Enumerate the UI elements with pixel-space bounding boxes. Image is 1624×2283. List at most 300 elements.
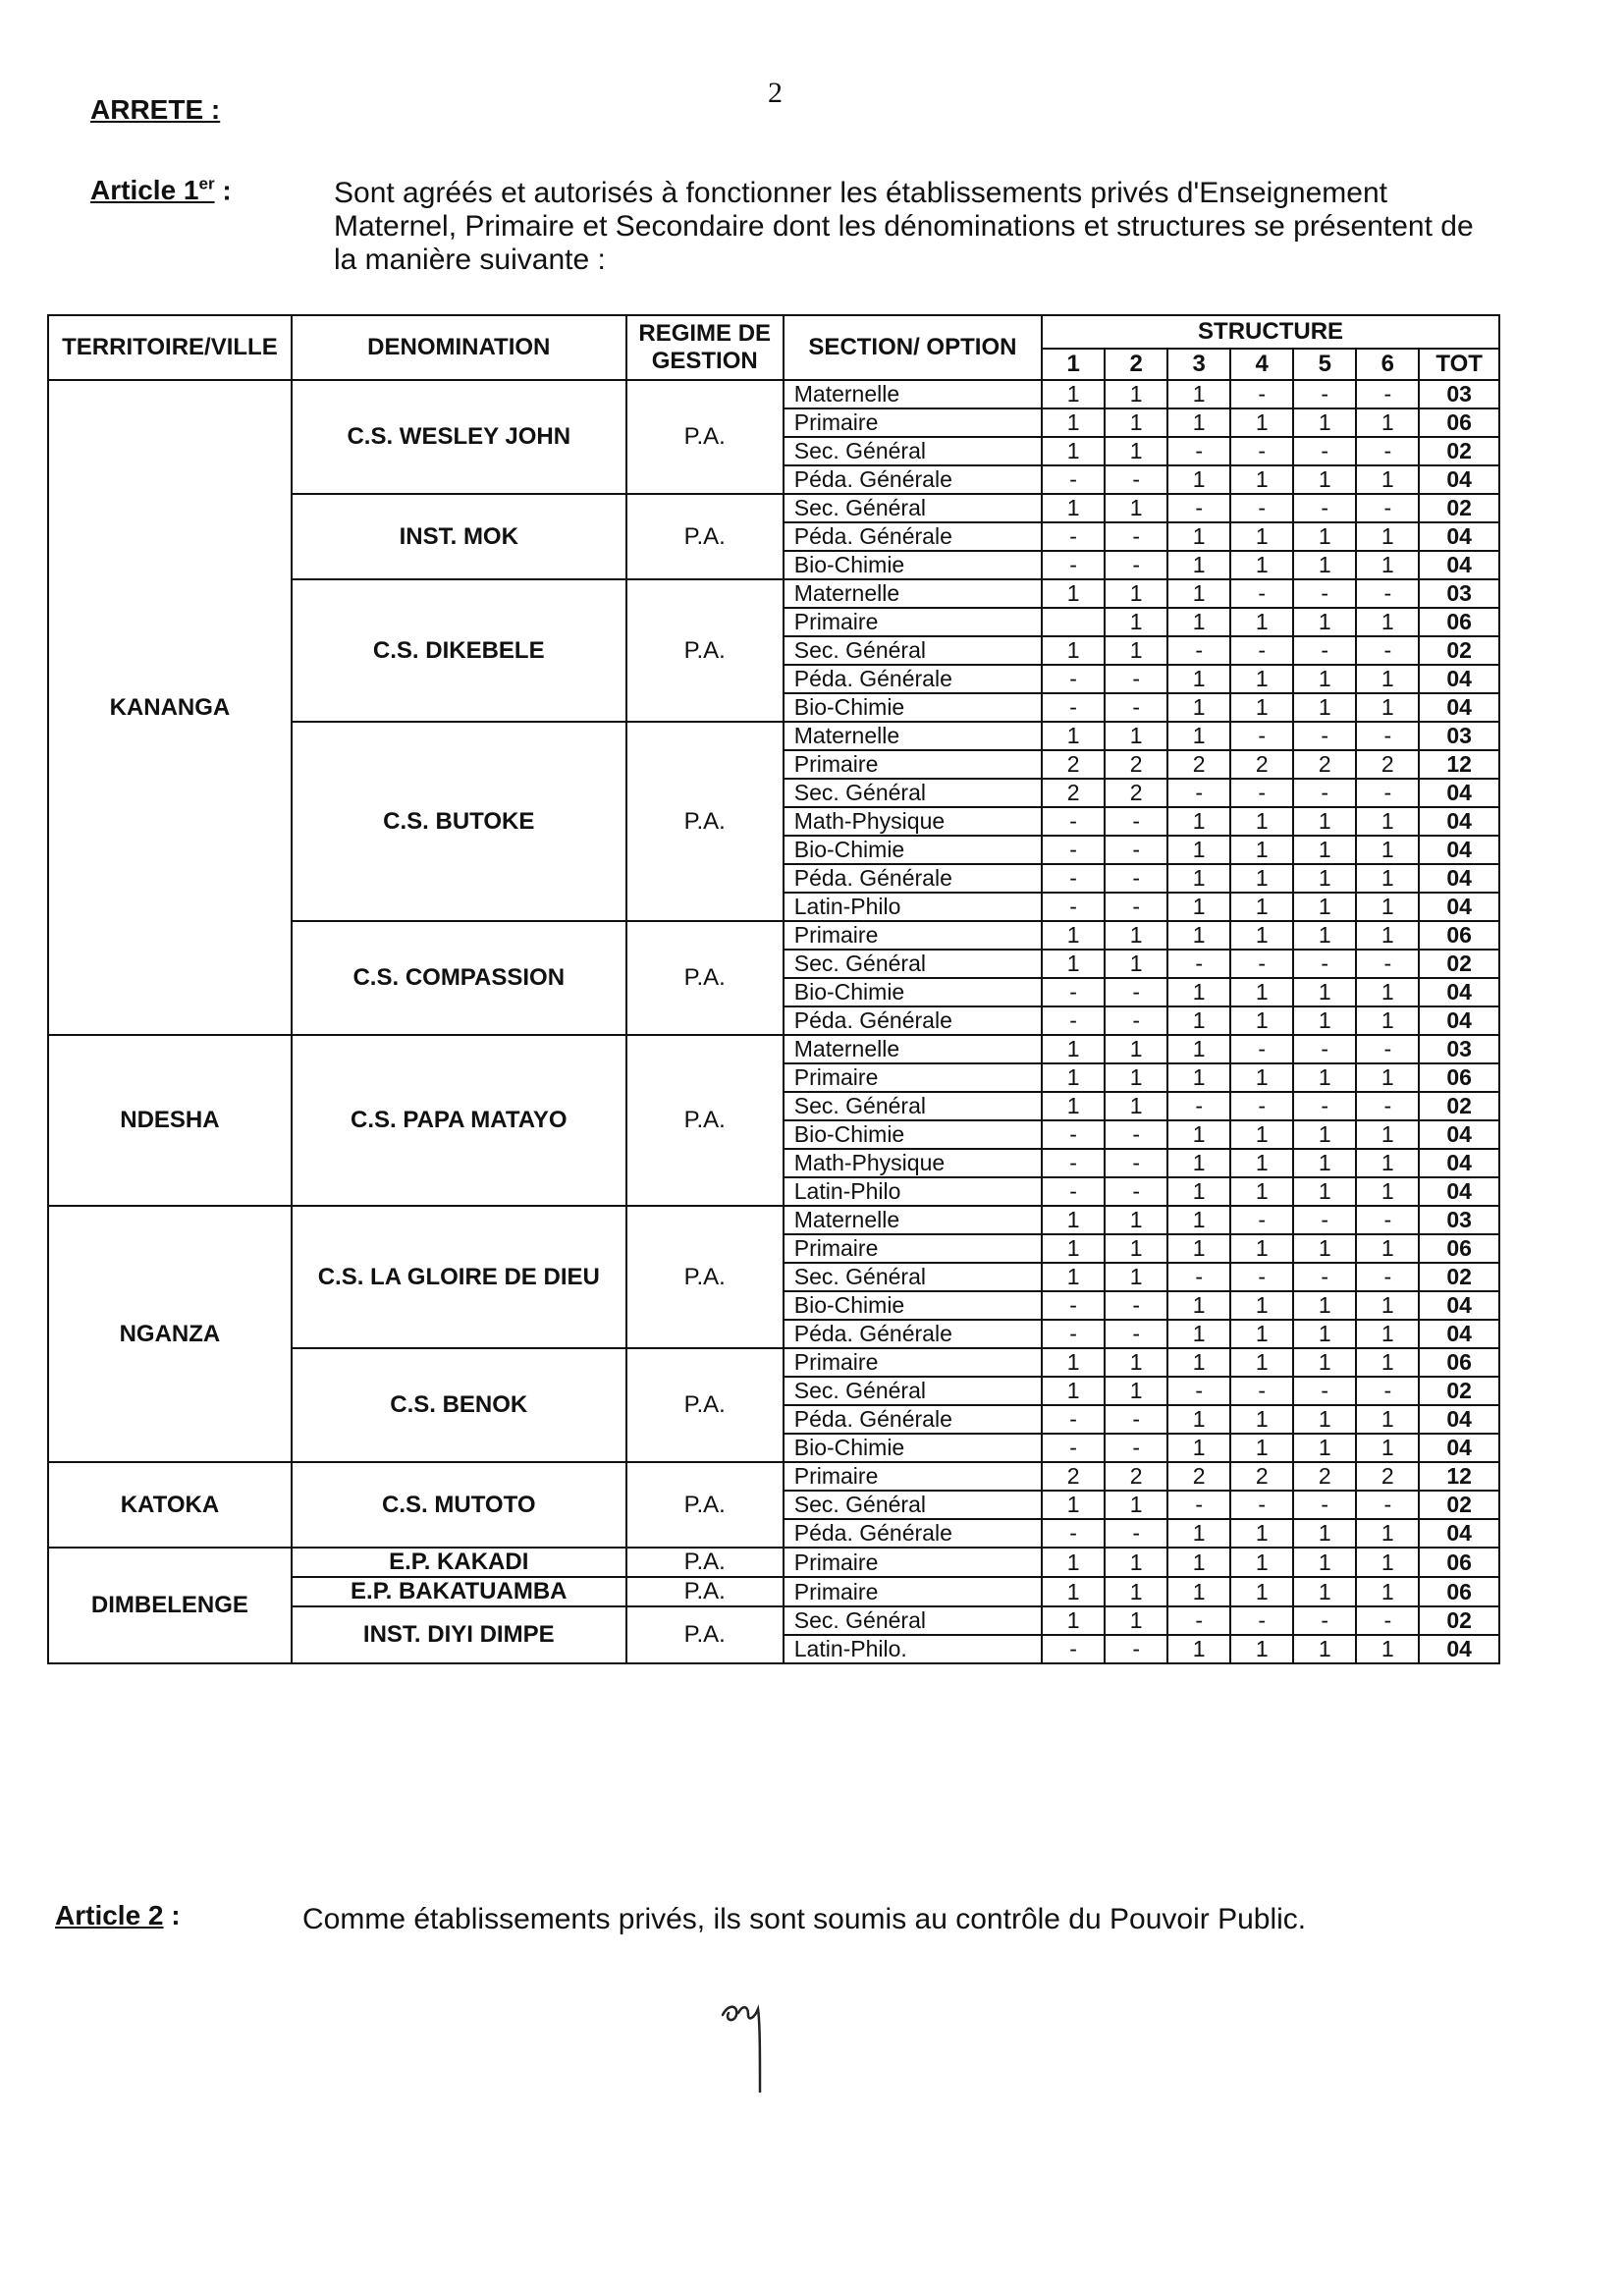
school-name-cell: C.S. BUTOKE: [292, 722, 626, 921]
structure-level-5-cell: -: [1293, 437, 1356, 465]
structure-level-6-cell: -: [1356, 722, 1419, 750]
structure-level-4-cell: 2: [1230, 1462, 1293, 1491]
header-level-6: 6: [1356, 349, 1419, 380]
structure-level-6-cell: 1: [1356, 1434, 1419, 1462]
structure-level-4-cell: 1: [1230, 1063, 1293, 1092]
structure-level-1-cell: 1: [1042, 437, 1105, 465]
structure-level-5-cell: 1: [1293, 921, 1356, 950]
section-cell: Péda. Générale: [784, 1405, 1042, 1434]
section-cell: Maternelle: [784, 1035, 1042, 1063]
structure-level-2-cell: 1: [1105, 1234, 1167, 1263]
structure-level-2-cell: -: [1105, 693, 1167, 722]
structure-total-cell: 04: [1419, 1006, 1499, 1035]
structure-level-1-cell: 1: [1042, 1063, 1105, 1092]
section-cell: Bio-Chimie: [784, 978, 1042, 1006]
structure-level-5-cell: 1: [1293, 522, 1356, 551]
article1-label-sup: er: [198, 175, 215, 193]
school-name-cell: C.S. WESLEY JOHN: [292, 380, 626, 494]
structure-level-6-cell: 1: [1356, 1149, 1419, 1177]
structure-level-5-cell: 1: [1293, 1635, 1356, 1663]
signature-initials-icon: [715, 1993, 784, 2101]
territory-cell: NGANZA: [48, 1206, 292, 1462]
structure-level-3-cell: 1: [1167, 579, 1230, 608]
structure-total-cell: 02: [1419, 1377, 1499, 1405]
structure-level-2-cell: -: [1105, 1320, 1167, 1348]
structure-level-4-cell: 1: [1230, 1149, 1293, 1177]
structure-level-2-cell: -: [1105, 1405, 1167, 1434]
structure-level-2-cell: 1: [1105, 579, 1167, 608]
structure-level-5-cell: -: [1293, 579, 1356, 608]
structure-level-1-cell: 1: [1042, 1348, 1105, 1377]
structure-total-cell: 02: [1419, 636, 1499, 665]
schools-table: [47, 314, 1500, 1664]
structure-level-6-cell: -: [1356, 950, 1419, 978]
structure-level-3-cell: 1: [1167, 921, 1230, 950]
structure-level-2-cell: 1: [1105, 380, 1167, 408]
header-level-5: 5: [1293, 349, 1356, 380]
school-name-cell: INST. MOK: [292, 494, 626, 579]
structure-level-5-cell: 1: [1293, 1149, 1356, 1177]
structure-level-4-cell: 1: [1230, 1177, 1293, 1206]
structure-level-4-cell: -: [1230, 722, 1293, 750]
structure-level-1-cell: 2: [1042, 750, 1105, 779]
section-cell: Bio-Chimie: [784, 836, 1042, 864]
structure-total-cell: 04: [1419, 551, 1499, 579]
structure-level-5-cell: -: [1293, 636, 1356, 665]
regime-cell: P.A.: [626, 1548, 784, 1577]
structure-level-2-cell: -: [1105, 978, 1167, 1006]
structure-level-6-cell: 1: [1356, 408, 1419, 437]
structure-level-5-cell: 2: [1293, 1462, 1356, 1491]
section-cell: Primaire: [784, 921, 1042, 950]
section-cell: Latin-Philo: [784, 1177, 1042, 1206]
structure-level-2-cell: -: [1105, 1291, 1167, 1320]
structure-level-4-cell: 1: [1230, 408, 1293, 437]
table-row: [48, 1548, 1499, 1577]
structure-level-5-cell: 1: [1293, 807, 1356, 836]
structure-level-1-cell: 1: [1042, 722, 1105, 750]
section-cell: Péda. Générale: [784, 1519, 1042, 1548]
structure-total-cell: 04: [1419, 1320, 1499, 1348]
structure-level-4-cell: 1: [1230, 522, 1293, 551]
structure-level-2-cell: 1: [1105, 1577, 1167, 1606]
structure-level-5-cell: 1: [1293, 1519, 1356, 1548]
structure-level-5-cell: 1: [1293, 1291, 1356, 1320]
structure-level-6-cell: -: [1356, 1606, 1419, 1635]
structure-total-cell: 06: [1419, 1348, 1499, 1377]
structure-level-1-cell: 1: [1042, 636, 1105, 665]
structure-level-2-cell: -: [1105, 522, 1167, 551]
structure-level-3-cell: 1: [1167, 1434, 1230, 1462]
structure-level-4-cell: 1: [1230, 1519, 1293, 1548]
section-cell: Math-Physique: [784, 1149, 1042, 1177]
structure-level-1-cell: 1: [1042, 1234, 1105, 1263]
structure-total-cell: 04: [1419, 1120, 1499, 1149]
school-name-cell: INST. DIYI DIMPE: [292, 1606, 626, 1663]
regime-cell: P.A.: [626, 1035, 784, 1206]
structure-level-5-cell: -: [1293, 1092, 1356, 1120]
school-name-cell: E.P. KAKADI: [292, 1548, 626, 1577]
structure-level-1-cell: 1: [1042, 921, 1105, 950]
structure-level-1-cell: -: [1042, 893, 1105, 921]
structure-level-2-cell: -: [1105, 1006, 1167, 1035]
section-cell: Péda. Générale: [784, 465, 1042, 494]
structure-level-3-cell: 1: [1167, 836, 1230, 864]
structure-level-1-cell: 1: [1042, 1548, 1105, 1577]
regime-cell: P.A.: [626, 380, 784, 494]
school-name-cell: C.S. PAPA MATAYO: [292, 1035, 626, 1206]
structure-total-cell: 02: [1419, 1491, 1499, 1519]
structure-level-2-cell: 1: [1105, 1548, 1167, 1577]
section-cell: Péda. Générale: [784, 665, 1042, 693]
structure-level-6-cell: 1: [1356, 1006, 1419, 1035]
structure-level-1-cell: -: [1042, 1405, 1105, 1434]
structure-level-3-cell: 1: [1167, 522, 1230, 551]
structure-level-5-cell: 1: [1293, 893, 1356, 921]
article2-label-text: Article 2: [55, 1900, 164, 1930]
structure-level-2-cell: 1: [1105, 1377, 1167, 1405]
regime-cell: P.A.: [626, 921, 784, 1035]
structure-level-5-cell: 1: [1293, 1577, 1356, 1606]
structure-level-4-cell: 1: [1230, 1291, 1293, 1320]
article1-label: [90, 175, 232, 206]
structure-level-4-cell: 2: [1230, 750, 1293, 779]
structure-total-cell: 02: [1419, 494, 1499, 522]
structure-level-5-cell: 1: [1293, 1434, 1356, 1462]
structure-total-cell: 02: [1419, 1606, 1499, 1635]
structure-level-3-cell: 1: [1167, 1006, 1230, 1035]
structure-level-5-cell: -: [1293, 1035, 1356, 1063]
structure-level-1-cell: -: [1042, 1635, 1105, 1663]
structure-level-3-cell: -: [1167, 950, 1230, 978]
structure-level-6-cell: -: [1356, 1092, 1419, 1120]
header-structure: STRUCTURE: [1042, 315, 1499, 349]
regime-cell: P.A.: [626, 1606, 784, 1663]
structure-level-6-cell: 1: [1356, 1063, 1419, 1092]
structure-level-1-cell: -: [1042, 465, 1105, 494]
structure-total-cell: 04: [1419, 465, 1499, 494]
structure-level-6-cell: 1: [1356, 807, 1419, 836]
structure-level-4-cell: -: [1230, 1377, 1293, 1405]
structure-level-3-cell: -: [1167, 636, 1230, 665]
section-cell: Sec. Général: [784, 1377, 1042, 1405]
structure-level-1-cell: -: [1042, 1320, 1105, 1348]
structure-level-2-cell: -: [1105, 1434, 1167, 1462]
school-name-cell: C.S. BENOK: [292, 1348, 626, 1462]
structure-total-cell: 12: [1419, 750, 1499, 779]
structure-level-3-cell: 1: [1167, 408, 1230, 437]
structure-level-1-cell: -: [1042, 1291, 1105, 1320]
section-cell: Maternelle: [784, 380, 1042, 408]
structure-level-2-cell: 1: [1105, 950, 1167, 978]
page-number: 2: [768, 77, 783, 109]
header-level-tot: TOT: [1419, 349, 1499, 380]
structure-level-4-cell: 1: [1230, 836, 1293, 864]
structure-level-6-cell: -: [1356, 494, 1419, 522]
structure-level-1-cell: -: [1042, 1434, 1105, 1462]
structure-total-cell: 04: [1419, 836, 1499, 864]
structure-level-3-cell: -: [1167, 1263, 1230, 1291]
structure-total-cell: 03: [1419, 579, 1499, 608]
structure-level-5-cell: 1: [1293, 665, 1356, 693]
structure-level-5-cell: 1: [1293, 551, 1356, 579]
structure-level-6-cell: 1: [1356, 693, 1419, 722]
structure-level-2-cell: -: [1105, 893, 1167, 921]
structure-level-1-cell: -: [1042, 551, 1105, 579]
structure-level-2-cell: 1: [1105, 1348, 1167, 1377]
section-cell: Bio-Chimie: [784, 1120, 1042, 1149]
structure-level-5-cell: -: [1293, 722, 1356, 750]
structure-level-3-cell: 1: [1167, 1063, 1230, 1092]
structure-level-3-cell: 1: [1167, 693, 1230, 722]
structure-level-4-cell: 1: [1230, 1006, 1293, 1035]
structure-level-2-cell: 2: [1105, 1462, 1167, 1491]
structure-level-6-cell: -: [1356, 1206, 1419, 1234]
structure-level-3-cell: 2: [1167, 750, 1230, 779]
structure-level-4-cell: 1: [1230, 807, 1293, 836]
structure-level-1-cell: -: [1042, 1006, 1105, 1035]
structure-level-2-cell: -: [1105, 864, 1167, 893]
structure-level-1-cell: -: [1042, 1177, 1105, 1206]
structure-total-cell: 04: [1419, 807, 1499, 836]
structure-level-3-cell: 1: [1167, 1548, 1230, 1577]
structure-level-5-cell: 1: [1293, 693, 1356, 722]
section-cell: Primaire: [784, 1348, 1042, 1377]
structure-level-3-cell: 1: [1167, 1177, 1230, 1206]
section-cell: Primaire: [784, 1577, 1042, 1606]
school-name-cell: C.S. LA GLOIRE DE DIEU: [292, 1206, 626, 1348]
structure-level-6-cell: 2: [1356, 1462, 1419, 1491]
structure-level-5-cell: 1: [1293, 465, 1356, 494]
structure-level-2-cell: -: [1105, 1177, 1167, 1206]
structure-level-5-cell: 2: [1293, 750, 1356, 779]
structure-total-cell: 02: [1419, 437, 1499, 465]
structure-level-4-cell: 1: [1230, 608, 1293, 636]
structure-total-cell: 02: [1419, 1092, 1499, 1120]
structure-level-3-cell: 1: [1167, 722, 1230, 750]
territory-cell: NDESHA: [48, 1035, 292, 1206]
structure-total-cell: 06: [1419, 1063, 1499, 1092]
structure-total-cell: 06: [1419, 1577, 1499, 1606]
structure-level-4-cell: -: [1230, 1263, 1293, 1291]
section-cell: Bio-Chimie: [784, 1434, 1042, 1462]
structure-level-4-cell: -: [1230, 1606, 1293, 1635]
structure-level-3-cell: -: [1167, 437, 1230, 465]
structure-level-6-cell: 1: [1356, 522, 1419, 551]
structure-level-4-cell: -: [1230, 1491, 1293, 1519]
structure-level-3-cell: 1: [1167, 608, 1230, 636]
header-level-3: 3: [1167, 349, 1230, 380]
header-regime: REGIME DE GESTION: [626, 315, 784, 380]
structure-level-2-cell: -: [1105, 1120, 1167, 1149]
section-cell: Latin-Philo: [784, 893, 1042, 921]
regime-cell: P.A.: [626, 722, 784, 921]
structure-level-4-cell: -: [1230, 579, 1293, 608]
structure-total-cell: 04: [1419, 864, 1499, 893]
section-cell: Bio-Chimie: [784, 693, 1042, 722]
structure-level-1-cell: 1: [1042, 1092, 1105, 1120]
structure-level-6-cell: 1: [1356, 551, 1419, 579]
structure-total-cell: 02: [1419, 1263, 1499, 1291]
section-cell: Math-Physique: [784, 807, 1042, 836]
section-cell: Péda. Générale: [784, 1006, 1042, 1035]
structure-level-6-cell: 1: [1356, 893, 1419, 921]
structure-level-4-cell: 1: [1230, 1234, 1293, 1263]
structure-level-1-cell: -: [1042, 665, 1105, 693]
structure-level-1-cell: 1: [1042, 579, 1105, 608]
territory-cell: DIMBELENGE: [48, 1548, 292, 1663]
structure-level-4-cell: -: [1230, 779, 1293, 807]
regime-cell: P.A.: [626, 579, 784, 722]
regime-cell: P.A.: [626, 1348, 784, 1462]
structure-level-1-cell: 1: [1042, 1263, 1105, 1291]
structure-level-6-cell: -: [1356, 1035, 1419, 1063]
structure-level-1-cell: -: [1042, 693, 1105, 722]
header-denomination: DENOMINATION: [292, 315, 626, 380]
structure-level-4-cell: -: [1230, 1092, 1293, 1120]
structure-level-2-cell: -: [1105, 465, 1167, 494]
territory-cell: KATOKA: [48, 1462, 292, 1548]
structure-total-cell: 04: [1419, 893, 1499, 921]
structure-level-6-cell: 1: [1356, 1348, 1419, 1377]
structure-level-6-cell: 2: [1356, 750, 1419, 779]
structure-level-1-cell: 1: [1042, 380, 1105, 408]
structure-level-6-cell: -: [1356, 1377, 1419, 1405]
school-name-cell: C.S. DIKEBELE: [292, 579, 626, 722]
school-name-cell: C.S. MUTOTO: [292, 1462, 626, 1548]
structure-level-1-cell: -: [1042, 978, 1105, 1006]
structure-level-3-cell: 1: [1167, 807, 1230, 836]
structure-total-cell: 04: [1419, 1149, 1499, 1177]
structure-level-5-cell: -: [1293, 1206, 1356, 1234]
structure-level-4-cell: 1: [1230, 978, 1293, 1006]
section-cell: Sec. Général: [784, 494, 1042, 522]
territory-cell: KANANGA: [48, 380, 292, 1035]
table-row: [48, 1462, 1499, 1491]
regime-cell: P.A.: [626, 1206, 784, 1348]
structure-level-5-cell: -: [1293, 1263, 1356, 1291]
school-name-cell: E.P. BAKATUAMBA: [292, 1577, 626, 1606]
structure-level-2-cell: 1: [1105, 408, 1167, 437]
structure-level-2-cell: -: [1105, 807, 1167, 836]
structure-level-5-cell: 1: [1293, 1063, 1356, 1092]
structure-total-cell: 04: [1419, 1635, 1499, 1663]
structure-total-cell: 04: [1419, 978, 1499, 1006]
structure-level-5-cell: 1: [1293, 978, 1356, 1006]
structure-level-5-cell: -: [1293, 380, 1356, 408]
structure-level-2-cell: 1: [1105, 1063, 1167, 1092]
structure-total-cell: 04: [1419, 693, 1499, 722]
structure-level-3-cell: 1: [1167, 1035, 1230, 1063]
structure-level-1-cell: 1: [1042, 1491, 1105, 1519]
table-body: [48, 380, 1499, 1663]
section-cell: Sec. Général: [784, 636, 1042, 665]
structure-total-cell: 04: [1419, 665, 1499, 693]
structure-level-1-cell: 1: [1042, 950, 1105, 978]
section-cell: Péda. Générale: [784, 864, 1042, 893]
section-cell: Sec. Général: [784, 437, 1042, 465]
structure-level-4-cell: -: [1230, 950, 1293, 978]
structure-level-4-cell: -: [1230, 636, 1293, 665]
section-cell: Primaire: [784, 1063, 1042, 1092]
structure-level-1-cell: 1: [1042, 1035, 1105, 1063]
structure-level-4-cell: 1: [1230, 1120, 1293, 1149]
structure-total-cell: 04: [1419, 1519, 1499, 1548]
structure-level-6-cell: 1: [1356, 1577, 1419, 1606]
section-cell: Péda. Générale: [784, 522, 1042, 551]
regime-cell: P.A.: [626, 494, 784, 579]
structure-level-1-cell: -: [1042, 1519, 1105, 1548]
structure-level-3-cell: 1: [1167, 1320, 1230, 1348]
section-cell: Sec. Général: [784, 1092, 1042, 1120]
structure-total-cell: 06: [1419, 608, 1499, 636]
structure-level-6-cell: -: [1356, 1263, 1419, 1291]
structure-level-6-cell: 1: [1356, 1548, 1419, 1577]
structure-level-2-cell: -: [1105, 1149, 1167, 1177]
structure-level-4-cell: -: [1230, 1206, 1293, 1234]
structure-total-cell: 02: [1419, 950, 1499, 978]
structure-level-2-cell: 1: [1105, 608, 1167, 636]
structure-level-4-cell: 1: [1230, 893, 1293, 921]
header-level-1: 1: [1042, 349, 1105, 380]
structure-level-4-cell: 1: [1230, 1548, 1293, 1577]
structure-level-6-cell: 1: [1356, 665, 1419, 693]
structure-level-1-cell: 1: [1042, 408, 1105, 437]
structure-level-6-cell: 1: [1356, 1120, 1419, 1149]
structure-level-6-cell: -: [1356, 380, 1419, 408]
article2-colon: :: [163, 1900, 181, 1930]
structure-level-6-cell: 1: [1356, 921, 1419, 950]
structure-level-5-cell: 1: [1293, 1006, 1356, 1035]
section-cell: Primaire: [784, 1462, 1042, 1491]
structure-level-1-cell: 1: [1042, 1606, 1105, 1635]
structure-level-4-cell: 1: [1230, 665, 1293, 693]
structure-level-3-cell: -: [1167, 494, 1230, 522]
structure-level-3-cell: -: [1167, 1491, 1230, 1519]
structure-level-6-cell: 1: [1356, 1405, 1419, 1434]
structure-level-3-cell: 1: [1167, 1120, 1230, 1149]
structure-total-cell: 04: [1419, 522, 1499, 551]
structure-level-6-cell: 1: [1356, 978, 1419, 1006]
structure-level-3-cell: 1: [1167, 893, 1230, 921]
structure-level-6-cell: 1: [1356, 1234, 1419, 1263]
structure-level-6-cell: 1: [1356, 608, 1419, 636]
structure-level-3-cell: 1: [1167, 1291, 1230, 1320]
structure-level-4-cell: -: [1230, 494, 1293, 522]
structure-level-3-cell: -: [1167, 1092, 1230, 1120]
structure-level-2-cell: 1: [1105, 1206, 1167, 1234]
structure-level-4-cell: 1: [1230, 551, 1293, 579]
structure-level-3-cell: 1: [1167, 864, 1230, 893]
structure-total-cell: 03: [1419, 380, 1499, 408]
header-level-4: 4: [1230, 349, 1293, 380]
structure-level-2-cell: -: [1105, 1635, 1167, 1663]
structure-level-5-cell: -: [1293, 950, 1356, 978]
structure-level-6-cell: -: [1356, 779, 1419, 807]
article1-label-text: Article 1: [90, 175, 199, 206]
regime-cell: P.A.: [626, 1577, 784, 1606]
structure-total-cell: 03: [1419, 1035, 1499, 1063]
structure-level-6-cell: -: [1356, 1491, 1419, 1519]
section-cell: Bio-Chimie: [784, 1291, 1042, 1320]
structure-level-1-cell: 2: [1042, 1462, 1105, 1491]
section-cell: Sec. Général: [784, 950, 1042, 978]
structure-level-5-cell: 1: [1293, 836, 1356, 864]
article1-colon: :: [214, 175, 232, 206]
table-row: [48, 1035, 1499, 1063]
structure-level-2-cell: 1: [1105, 1606, 1167, 1635]
structure-level-2-cell: -: [1105, 551, 1167, 579]
